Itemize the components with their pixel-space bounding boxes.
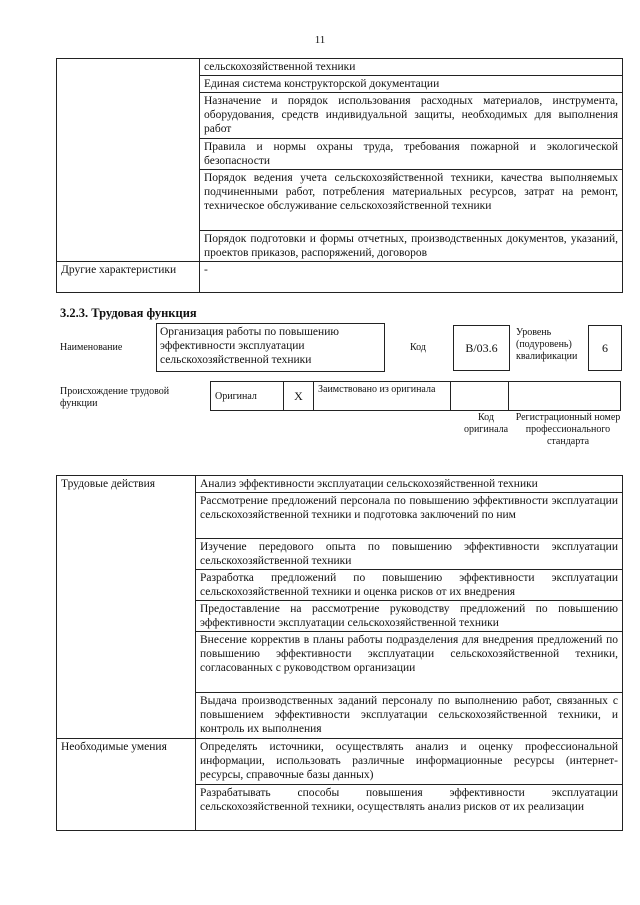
level-box bbox=[588, 325, 622, 371]
level-value: 6 bbox=[602, 341, 608, 355]
origin-original: Оригинал bbox=[211, 382, 284, 411]
knowledge-table bbox=[56, 58, 623, 293]
name-label: Наименование bbox=[60, 342, 123, 353]
labor-action-row: Выдача производственных заданий персоналу по выполнению работ, связанных с повышением эффективности эксплуатации сельскохозяйственной техники, и контроль их выполнения bbox=[196, 693, 623, 739]
labor-action-row: Изучение передового опыта по повышению эффективности эксплуатации сельскохозяйственной техники bbox=[196, 539, 623, 570]
knowledge-row: сельскохозяйственной техники bbox=[200, 59, 623, 76]
code-value: B/03.6 bbox=[465, 341, 498, 355]
labor-action-row: Предоставление на рассмотрение руководству предложений по повышению эффективности эксплуатации сельскохозяйственной техники bbox=[196, 601, 623, 632]
function-name: Организация работы по повышению эффективности эксплуатации сельскохозяйственной техники bbox=[160, 326, 339, 366]
knowledge-row: Назначение и порядок использования расходных материалов, инструмента, оборудования, средств индивидуальной защиты, необходимых для выполнения работ bbox=[200, 93, 623, 139]
code-box bbox=[453, 325, 510, 371]
labor-action-row: Разработка предложений по повышению эффективности эксплуатации сельскохозяйственной техники и оценка рисков от их внедрения bbox=[196, 570, 623, 601]
skill-row: Определять источники, осуществлять анализ и оценку профессиональной информации, использовать различные информационные ресурсы (интернет-ресурсы, справочные базы данных) bbox=[196, 739, 623, 785]
knowledge-row: Единая система конструкторской документации bbox=[200, 76, 623, 93]
labor-actions-label: Трудовые действия bbox=[57, 476, 196, 739]
section-title: 3.2.3. Трудовая функция bbox=[60, 306, 197, 320]
origin-label: Происхождение трудовой функции bbox=[60, 386, 170, 409]
origin-borrowed: Заимствовано из оригинала bbox=[314, 382, 451, 411]
labor-action-row: Внесение корректив в планы работы подразделения для внедрения предложений по повышению эффективности эксплуатации сельскохозяйственной техники, согласованных с руководством организации bbox=[196, 632, 623, 693]
name-box bbox=[156, 323, 385, 372]
labor-action-row: Рассмотрение предложений персонала по повышению эффективности эксплуатации сельскохозяйственной техники и подготовка заключений по ним bbox=[196, 493, 623, 539]
other-characteristics-label: Другие характеристики bbox=[57, 262, 200, 293]
origin-table bbox=[210, 381, 621, 411]
code-original-label: Код оригинала bbox=[463, 412, 509, 435]
origin-mark: X bbox=[284, 382, 314, 411]
other-characteristics-value: - bbox=[200, 262, 623, 293]
skills-label: Необходимые умения bbox=[57, 739, 196, 831]
labor-action-row: Анализ эффективности эксплуатации сельскохозяйственной техники bbox=[196, 476, 623, 493]
page-number: 11 bbox=[314, 34, 326, 46]
knowledge-row: Правила и нормы охраны труда, требования пожарной и экологической безопасности bbox=[200, 139, 623, 170]
knowledge-row: Порядок ведения учета сельскохозяйственной техники, качества выполняемых подчиненными работ, потребления материальных ресурсов, затрат на ремонт, техническое обслуживание сельскохозяйственной техники bbox=[200, 170, 623, 231]
knowledge-row: Порядок подготовки и формы отчетных, производственных документов, указаний, проектов приказов, распоряжений, договоров bbox=[200, 231, 623, 262]
labor-actions-table bbox=[56, 475, 623, 831]
empty-label-cell bbox=[57, 59, 200, 262]
origin-code-cell bbox=[451, 382, 509, 411]
code-label: Код bbox=[410, 342, 426, 353]
origin-reg-cell bbox=[509, 382, 621, 411]
reg-number-label: Регистрационный номер профессионального стандарта bbox=[515, 412, 621, 447]
skill-row: Разрабатывать способы повышения эффективности эксплуатации сельскохозяйственной техники, осуществлять анализ рисков от их реализации bbox=[196, 785, 623, 831]
level-label: Уровень (подуровень) квалификации bbox=[516, 327, 578, 362]
